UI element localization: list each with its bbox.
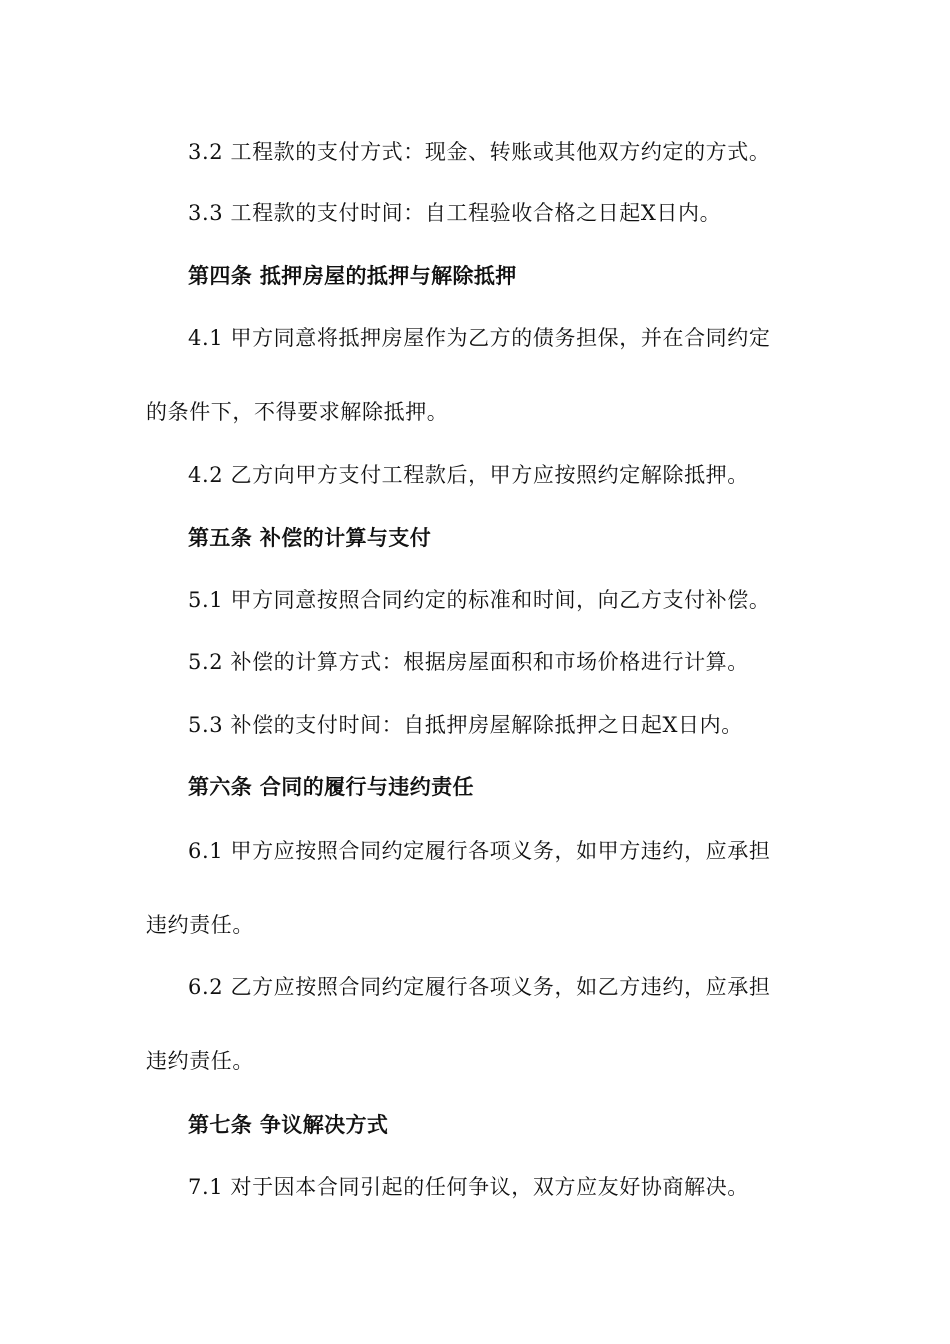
clause-5-2: 5.2 补偿的计算方式：根据房屋面积和市场价格进行计算。	[188, 650, 749, 674]
clause-6-1-continued: 违约责任。	[146, 913, 254, 937]
clause-3-3: 3.3 工程款的支付时间：自工程验收合格之日起X日内。	[188, 201, 722, 225]
article-5-heading: 第五条 补偿的计算与支付	[188, 525, 432, 550]
clause-4-1: 4.1 甲方同意将抵押房屋作为乙方的债务担保，并在合同约定	[188, 326, 771, 350]
clause-3-2: 3.2 工程款的支付方式：现金、转账或其他双方约定的方式。	[188, 140, 771, 164]
article-6-heading: 第六条 合同的履行与违约责任	[188, 774, 474, 799]
clause-5-1: 5.1 甲方同意按照合同约定的标准和时间，向乙方支付补偿。	[188, 588, 771, 612]
clause-7-1: 7.1 对于因本合同引起的任何争议，双方应友好协商解决。	[188, 1175, 749, 1199]
clause-4-2: 4.2 乙方向甲方支付工程款后，甲方应按照约定解除抵押。	[188, 463, 749, 487]
clause-6-2: 6.2 乙方应按照合同约定履行各项义务，如乙方违约，应承担	[188, 975, 771, 999]
clause-6-1: 6.1 甲方应按照合同约定履行各项义务，如甲方违约，应承担	[188, 839, 771, 863]
article-7-heading: 第七条 争议解决方式	[188, 1112, 389, 1137]
clause-4-1-continued: 的条件下，不得要求解除抵押。	[146, 400, 449, 424]
clause-5-3: 5.3 补偿的支付时间：自抵押房屋解除抵押之日起X日内。	[188, 713, 743, 737]
clause-6-2-continued: 违约责任。	[146, 1049, 254, 1073]
article-4-heading: 第四条 抵押房屋的抵押与解除抵押	[188, 263, 517, 288]
